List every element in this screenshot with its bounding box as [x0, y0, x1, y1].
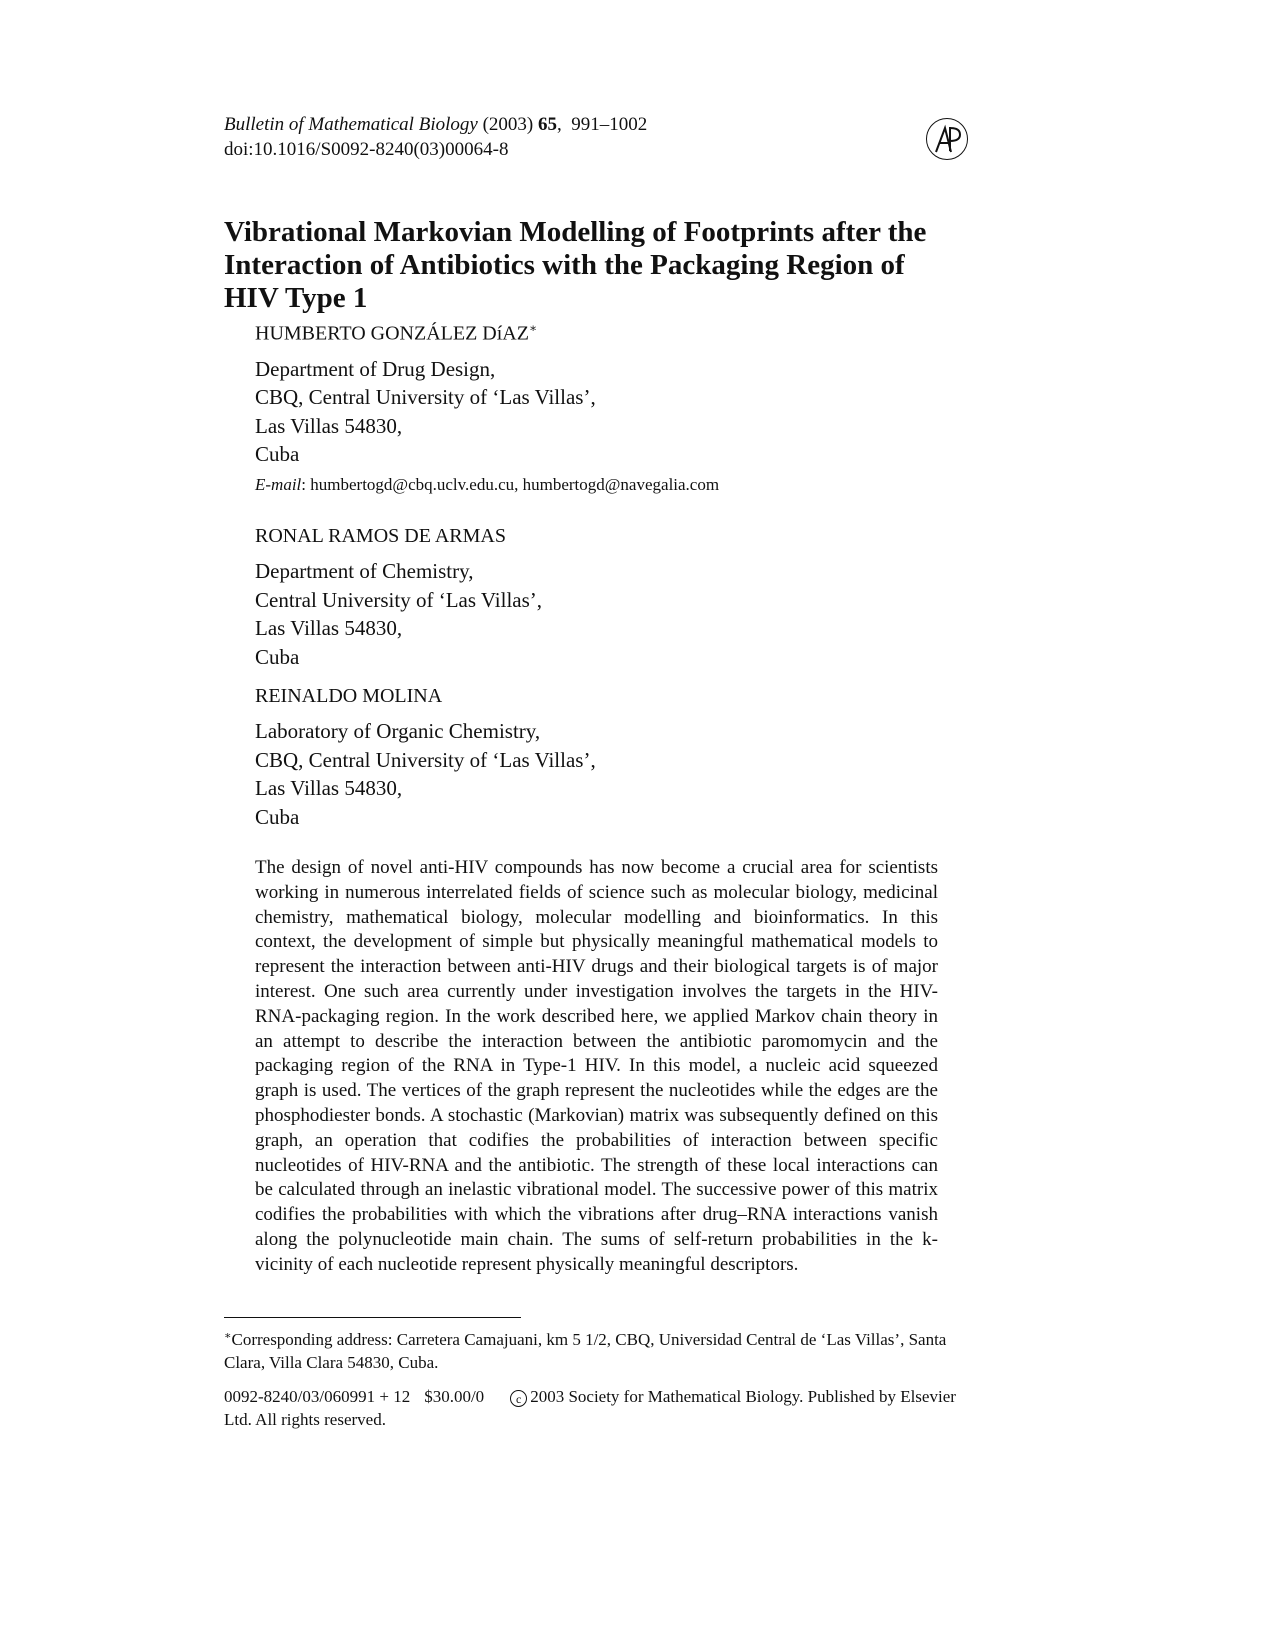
journal-name: Bulletin of Mathematical Biology [224, 114, 478, 135]
paper-title [224, 216, 984, 315]
email-address: humbertogd@cbq.uclv.edu.cu, humbertogd@navegalia.com [310, 474, 720, 494]
doi-line: doi:10.1016/S0092-8240(03)00064-8 [224, 139, 509, 160]
affiliation-line: Cuba [255, 804, 300, 829]
affiliation-line: Las Villas 54830, [255, 413, 403, 438]
footnote-text: Corresponding address: Carretera Camajuani, km 5 1/2, CBQ, Universidad Central de ‘Las Villas’, Santa Clara, Villa Clara 54830, Cuba. [224, 1330, 947, 1372]
email-label: E-mail [255, 474, 302, 494]
copyright-notice [224, 1385, 970, 1431]
journal-volume: 65 [537, 114, 557, 135]
affiliation-line: Las Villas 54830, [255, 616, 403, 640]
footnote-rule [224, 1317, 521, 1318]
affiliation-line: Laboratory of Organic Chemistry, [255, 719, 541, 743]
author-block-3 [255, 684, 1015, 831]
author-email: E-mail: humbertogd@cbq.uclv.edu.cu, humbertogd@navegalia.com [255, 474, 720, 494]
author-block-2 [255, 524, 1015, 671]
issn-code: 0092-8240/03/060991 + 12 [224, 1387, 411, 1406]
affiliation-line: Las Villas 54830, [255, 776, 403, 800]
copyright-icon: c [510, 1390, 527, 1407]
affiliation-line: Cuba [255, 644, 300, 669]
footnote [224, 1325, 970, 1374]
affiliation-line: Department of Drug Design, [255, 356, 496, 381]
author-name: REINALDO MOLINA [255, 685, 443, 707]
footnote-mark: ∗ [224, 1330, 232, 1342]
abstract-text: The design of novel anti-HIV compounds has now become a crucial area for scientists working in numerous interrelated fields of science such as molecular biology, medicinal chemistry, mathematical biology, molecular modelling and bioinformatics. In this context, the development of simple but physically meaningful mathematical models to represent the interaction between anti-HIV drugs and their biological targets is of major interest. One such area currently under investigation involves the targets in the HIV-RNA-packaging region. In the work described here, we applied Markov chain theory in an attempt to describe the interaction between the antibiotic paromomycin and the packaging region of the RNA in Type-1 HIV. In this model, a nucleic acid squeezed graph is used. The vertices of the graph represent the nucleotides while the edges are the phosphodiester bonds. A stochastic (Markovian) matrix was subsequently defined on this graph, an operation that codifies the probabilities of interaction between specific nucleotides of HIV-RNA and the antibiotic. The strength of these local interactions can be calculated through an inelastic vibrational model. The successive power of this matrix codifies the probabilities with which the vibrations after drug–RNA interactions vanish along the polynucleotide main chain. The sums of self-return probabilities in the k-vicinity of each nucleotide represent physically meaningful descriptors. [255, 857, 938, 1275]
affiliation-line: Cuba [255, 442, 300, 467]
citation-line: Bulletin of Mathematical Biology (2003) 65, 991–1002 [224, 114, 648, 135]
affiliation-line: CBQ, Central University of ‘Las Villas’, [255, 385, 596, 410]
affiliation-line: Department of Chemistry, [255, 559, 474, 583]
journal-year: (2003) [482, 114, 534, 135]
author-name: RONAL RAMOS DE ARMAS [255, 525, 506, 547]
author-name: HUMBERTO GONZÁLEZ DíAZ∗ [255, 321, 538, 345]
copyright-text: 2003 Society for Mathematical Biology. Published by Elsevier Ltd. All rights reserved. [224, 1387, 956, 1429]
corresponding-mark: ∗ [528, 321, 538, 335]
academic-press-logo-icon [926, 118, 968, 160]
journal-pages: 991–1002 [571, 114, 648, 135]
title-line: Interaction of Antibiotics with the Packaging Region of [224, 249, 905, 281]
affiliation-line: CBQ, Central University of ‘Las Villas’, [255, 747, 596, 772]
title-line: HIV Type 1 [224, 282, 368, 314]
author-block-1 [255, 316, 1015, 497]
affiliation-line: Central University of ‘Las Villas’, [255, 587, 543, 612]
price: $30.00/0 [424, 1387, 485, 1406]
title-line: Vibrational Markovian Modelling of Footprints after the [224, 216, 927, 248]
journal-header [224, 112, 647, 162]
